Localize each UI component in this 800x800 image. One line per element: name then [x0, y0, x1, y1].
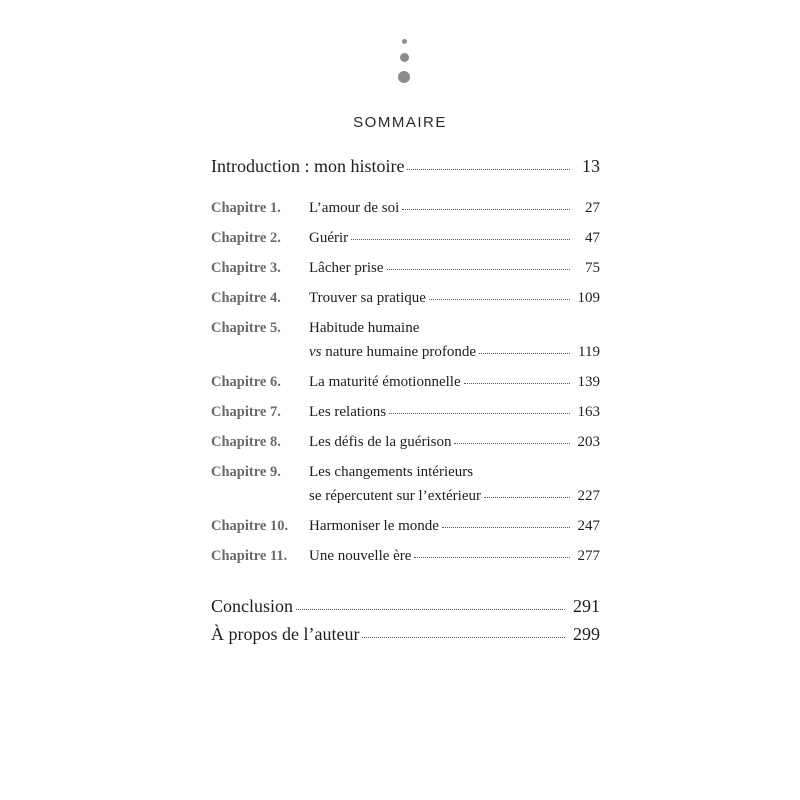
entry-title: Lâcher prise	[309, 260, 384, 276]
dot-leader	[389, 411, 569, 414]
entry-title: Harmoniser le monde	[309, 518, 439, 534]
page-number: 291	[573, 596, 600, 616]
vs-italic: vs	[309, 344, 322, 360]
toc-entry-chapter-2[interactable]	[211, 230, 600, 247]
dot-leader	[414, 555, 569, 558]
entry-title-line-1: Habitude humaine	[309, 320, 420, 336]
dot-leader	[387, 267, 570, 270]
page-number: 109	[577, 290, 600, 306]
page-number: 27	[585, 200, 600, 216]
entry-title: Trouver sa pratique	[309, 290, 426, 306]
entry-title-line-1: Les changements intérieurs	[309, 464, 474, 480]
page-number: 203	[577, 434, 600, 450]
toc-entry-chapter-1[interactable]	[211, 200, 600, 217]
medium-dot-icon	[400, 53, 409, 62]
page-number: 139	[577, 374, 600, 390]
page-number: 227	[577, 488, 600, 504]
chapter-number: Chapitre 5.	[211, 320, 281, 336]
three-dots-ornament-icon	[0, 36, 800, 88]
page-number: 119	[578, 344, 600, 360]
toc-entry-about-author[interactable]	[211, 624, 600, 645]
chapter-number: Chapitre 6.	[211, 374, 281, 390]
entry-title: Introduction : mon histoire	[211, 156, 405, 176]
entry-title: Une nouvelle ère	[309, 548, 412, 564]
entry-title: Conclusion	[211, 596, 294, 616]
toc-entry-chapter-10[interactable]	[211, 518, 600, 535]
dot-leader	[402, 207, 570, 210]
entry-title: Les défis de la guérison	[309, 434, 452, 450]
toc-entry-chapter-5[interactable]	[211, 344, 600, 361]
dot-leader	[407, 167, 570, 170]
dot-leader	[296, 607, 565, 610]
page-number: 277	[577, 548, 600, 564]
toc-entry-chapter-3[interactable]	[211, 260, 600, 277]
chapter-number: Chapitre 9.	[211, 464, 281, 480]
large-dot-icon	[398, 71, 410, 83]
page-number: 163	[577, 404, 600, 420]
toc-entry-chapter-6[interactable]	[211, 374, 600, 391]
dot-leader	[464, 381, 570, 384]
dot-leader	[454, 441, 569, 444]
entry-title: Guérir	[309, 230, 349, 246]
entry-title: Les relations	[309, 404, 387, 420]
page-title: SOMMAIRE	[353, 114, 447, 131]
chapter-number: Chapitre 7.	[211, 404, 281, 420]
entry-title: À propos de l’auteur	[211, 624, 360, 644]
dot-leader	[351, 237, 570, 240]
page-number: 75	[585, 260, 600, 276]
chapter-number: Chapitre 3.	[211, 260, 281, 276]
toc-entry-chapter-9-line-1[interactable]	[211, 464, 600, 481]
chapter-number: Chapitre 8.	[211, 434, 281, 450]
toc-entry-chapter-7[interactable]	[211, 404, 600, 421]
entry-title	[309, 344, 476, 361]
toc-entry-chapter-8[interactable]	[211, 434, 600, 451]
chapter-number: Chapitre 1.	[211, 200, 281, 216]
toc-entry-chapter-4[interactable]	[211, 290, 600, 307]
toc-entry-introduction[interactable]	[211, 156, 600, 177]
entry-title-line-2: nature humaine profonde	[325, 344, 477, 360]
chapter-number: Chapitre 2.	[211, 230, 281, 246]
dot-leader	[362, 635, 565, 638]
page-number: 13	[582, 156, 600, 176]
small-dot-icon	[402, 39, 407, 44]
dot-leader	[479, 351, 570, 354]
chapter-number: Chapitre 4.	[211, 290, 281, 306]
page-number: 247	[577, 518, 600, 534]
page-number: 47	[585, 230, 600, 246]
dot-leader	[442, 525, 570, 528]
dot-leader	[429, 297, 570, 300]
entry-title: L’amour de soi	[309, 200, 400, 216]
chapter-number: Chapitre 10.	[211, 518, 289, 534]
toc-entry-chapter-9[interactable]	[211, 488, 600, 505]
page-number: 299	[573, 624, 600, 644]
toc-entry-chapter-11[interactable]	[211, 548, 600, 565]
dot-leader	[484, 495, 570, 498]
toc-entry-conclusion[interactable]	[211, 596, 600, 617]
entry-title: La maturité émotionnelle	[309, 374, 461, 390]
entry-title: se répercutent sur l’extérieur	[309, 488, 481, 504]
chapter-number: Chapitre 11.	[211, 548, 288, 564]
toc-entry-chapter-5-line-1[interactable]	[211, 320, 600, 337]
